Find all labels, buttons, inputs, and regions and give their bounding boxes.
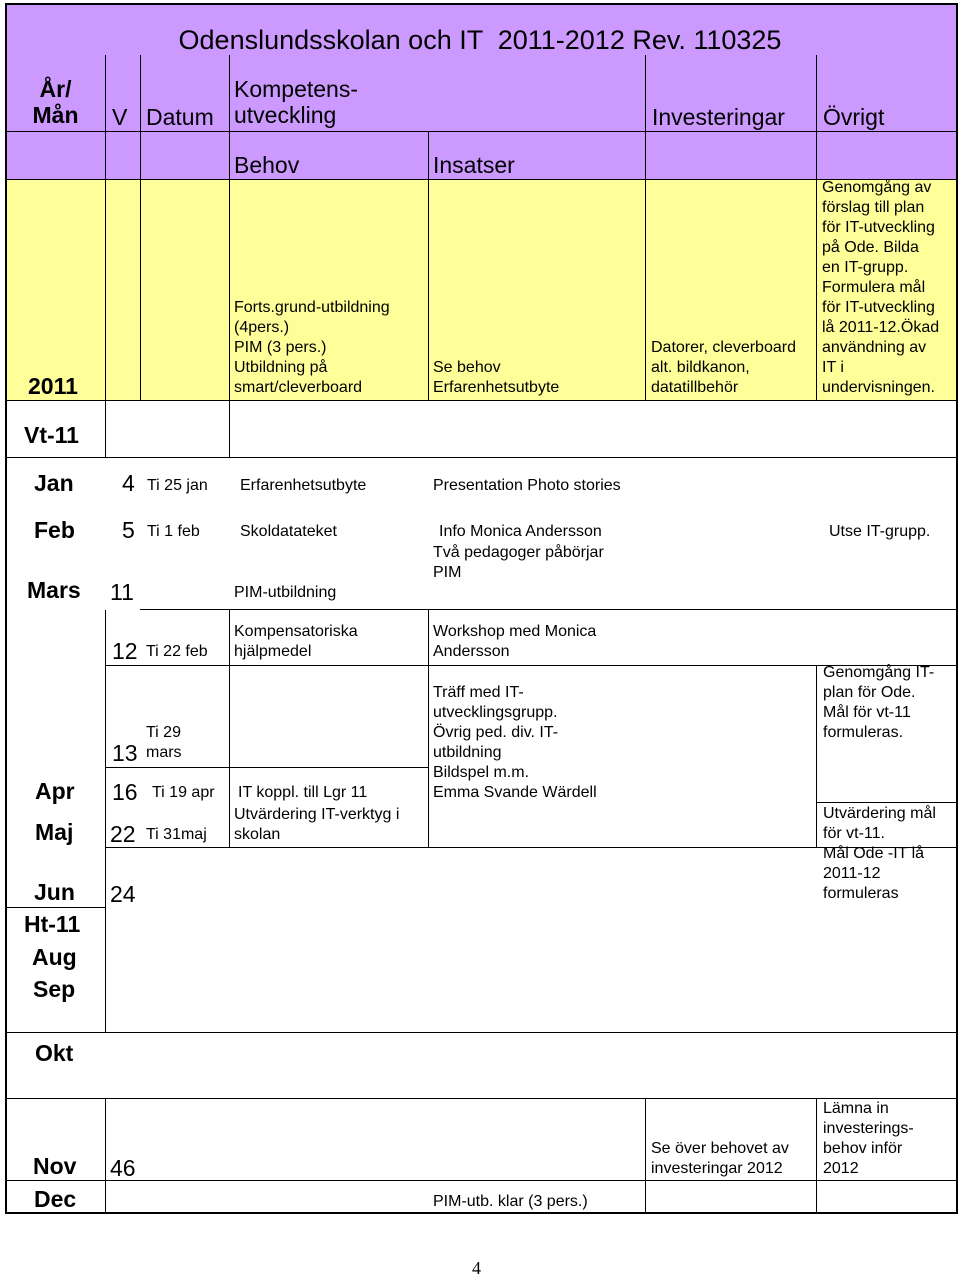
page-title: Odenslundsskolan och IT 2011-2012 Rev. 110325 bbox=[178, 25, 782, 55]
month-feb: Feb bbox=[34, 517, 75, 543]
header-year-month: År/ Mån bbox=[32, 76, 79, 128]
efforts-jan: Presentation Photo stories bbox=[433, 477, 621, 494]
vline-need-lower bbox=[428, 610, 429, 848]
month-maj: Maj bbox=[35, 819, 74, 845]
date-maj: Ti 31maj bbox=[146, 826, 207, 843]
border-top bbox=[5, 3, 958, 5]
vline-date bbox=[229, 55, 230, 400]
date-13: Ti 29 mars bbox=[146, 724, 182, 761]
vline-month bbox=[105, 55, 106, 400]
month-jan: Jan bbox=[34, 470, 74, 496]
hline-13-bottom bbox=[105, 767, 429, 768]
vline-date-lower bbox=[229, 400, 230, 458]
other-13: Genomgång IT- plan för Ode. Mål för vt-11 formuleras. bbox=[823, 664, 935, 741]
need-12: Kompensatoriska hjälpmedel bbox=[234, 623, 358, 660]
date-12: Ti 22 feb bbox=[146, 643, 208, 660]
efforts-apr: Emma Svande Wärdell bbox=[433, 784, 597, 801]
vline-month-lower bbox=[105, 400, 106, 458]
other-2011: Genomgång av förslag till plan för IT-utveckling på Ode. Bilda en IT-grupp. Formulera mål för IT-utveckling lå 2011-12.Ökad användning av IT i undervisningen. bbox=[822, 179, 940, 396]
month-sep: Sep bbox=[33, 976, 76, 1002]
vline-investments-end bbox=[816, 1098, 817, 1213]
date-apr: Ti 19 apr bbox=[152, 784, 215, 801]
investments-nov: Se över behovet av investeringar 2012 bbox=[651, 1140, 789, 1177]
month-nov: Nov bbox=[33, 1153, 77, 1179]
page-number: 4 bbox=[472, 1258, 481, 1278]
month-jun: Jun bbox=[34, 879, 75, 905]
week-nov: 46 bbox=[110, 1155, 136, 1181]
header-other: Övrigt bbox=[823, 104, 885, 130]
hline-other-apr bbox=[816, 802, 958, 803]
need-jan: Erfarenhetsutbyte bbox=[240, 477, 367, 494]
vline-need bbox=[428, 131, 429, 400]
week-mars: 11 bbox=[110, 579, 134, 605]
vline-month-end bbox=[105, 1098, 106, 1213]
hline-2011-bottom bbox=[5, 400, 958, 401]
header-efforts: Insatser bbox=[433, 152, 515, 178]
need-mars: PIM-utbildning bbox=[234, 584, 337, 601]
week-13: 13 bbox=[112, 740, 138, 766]
need-apr: IT koppl. till Lgr 11 bbox=[238, 784, 368, 801]
other-maj: Utvärdering mål för vt-11. Mål Ode -IT lå 2011-12 formuleras bbox=[823, 805, 936, 902]
header-date: Datum bbox=[146, 104, 214, 130]
date-jan: Ti 25 jan bbox=[147, 477, 208, 494]
term-vt11: Vt-11 bbox=[24, 422, 79, 448]
month-aug: Aug bbox=[32, 944, 77, 970]
hline-vt11-bottom bbox=[5, 457, 958, 458]
vline-efforts bbox=[645, 55, 646, 400]
month-mars: Mars bbox=[27, 577, 81, 603]
hline-sep-bottom bbox=[5, 1032, 958, 1033]
header-need: Behov bbox=[234, 152, 300, 178]
month-dec: Dec bbox=[34, 1186, 77, 1212]
header-competence: Kompetens- utveckling bbox=[234, 76, 359, 128]
term-ht11: Ht-11 bbox=[24, 911, 81, 937]
week-maj: 22 bbox=[110, 821, 136, 847]
efforts-12: Workshop med Monica Andersson bbox=[433, 623, 597, 660]
date-feb: Ti 1 feb bbox=[147, 523, 200, 540]
other-nov: Lämna in investerings- behov inför 2012 bbox=[823, 1100, 914, 1177]
need-2011: Forts.grund-utbildning (4pers.) PIM (3 pers.) Utbildning på smart/cleverboard bbox=[234, 299, 390, 396]
year-2011: 2011 bbox=[28, 373, 78, 399]
efforts-13: Träff med IT- utvecklingsgrupp. Övrig ped. div. IT- utbildning Bildspel m.m. bbox=[433, 684, 559, 781]
week-apr: 16 bbox=[112, 779, 138, 805]
week-jun: 24 bbox=[110, 881, 136, 907]
vline-date-bottom bbox=[229, 610, 230, 848]
need-maj: Utvärdering IT-verktyg i skolan bbox=[234, 806, 400, 843]
month-apr: Apr bbox=[35, 778, 75, 804]
vline-investments bbox=[816, 55, 817, 400]
hline-week-split bbox=[140, 609, 958, 610]
other-feb: Utse IT-grupp. bbox=[829, 523, 931, 540]
hline-jun-bottom bbox=[5, 907, 106, 908]
vline-month-bottom bbox=[105, 610, 106, 1032]
efforts-feb: Info Monica Andersson bbox=[439, 523, 602, 540]
efforts-dec: PIM-utb. klar (3 pers.) bbox=[433, 1193, 588, 1210]
month-okt: Okt bbox=[35, 1040, 74, 1066]
efforts-mars: Två pedagoger påbörjar PIM bbox=[433, 544, 604, 581]
header-week: V bbox=[112, 104, 128, 130]
header-investments: Investeringar bbox=[652, 104, 785, 130]
vline-investments-lower bbox=[816, 665, 817, 848]
efforts-2011: Se behov Erfarenhetsutbyte bbox=[433, 359, 560, 396]
vline-efforts-lower bbox=[645, 1098, 646, 1213]
need-feb: Skoldatateket bbox=[240, 523, 337, 540]
week-12: 12 bbox=[112, 638, 138, 664]
investments-2011: Datorer, cleverboard alt. bildkanon, datatillbehör bbox=[651, 339, 796, 396]
week-jan: 4 bbox=[122, 470, 135, 496]
week-feb: 5 bbox=[122, 517, 135, 543]
vline-week bbox=[140, 55, 141, 400]
